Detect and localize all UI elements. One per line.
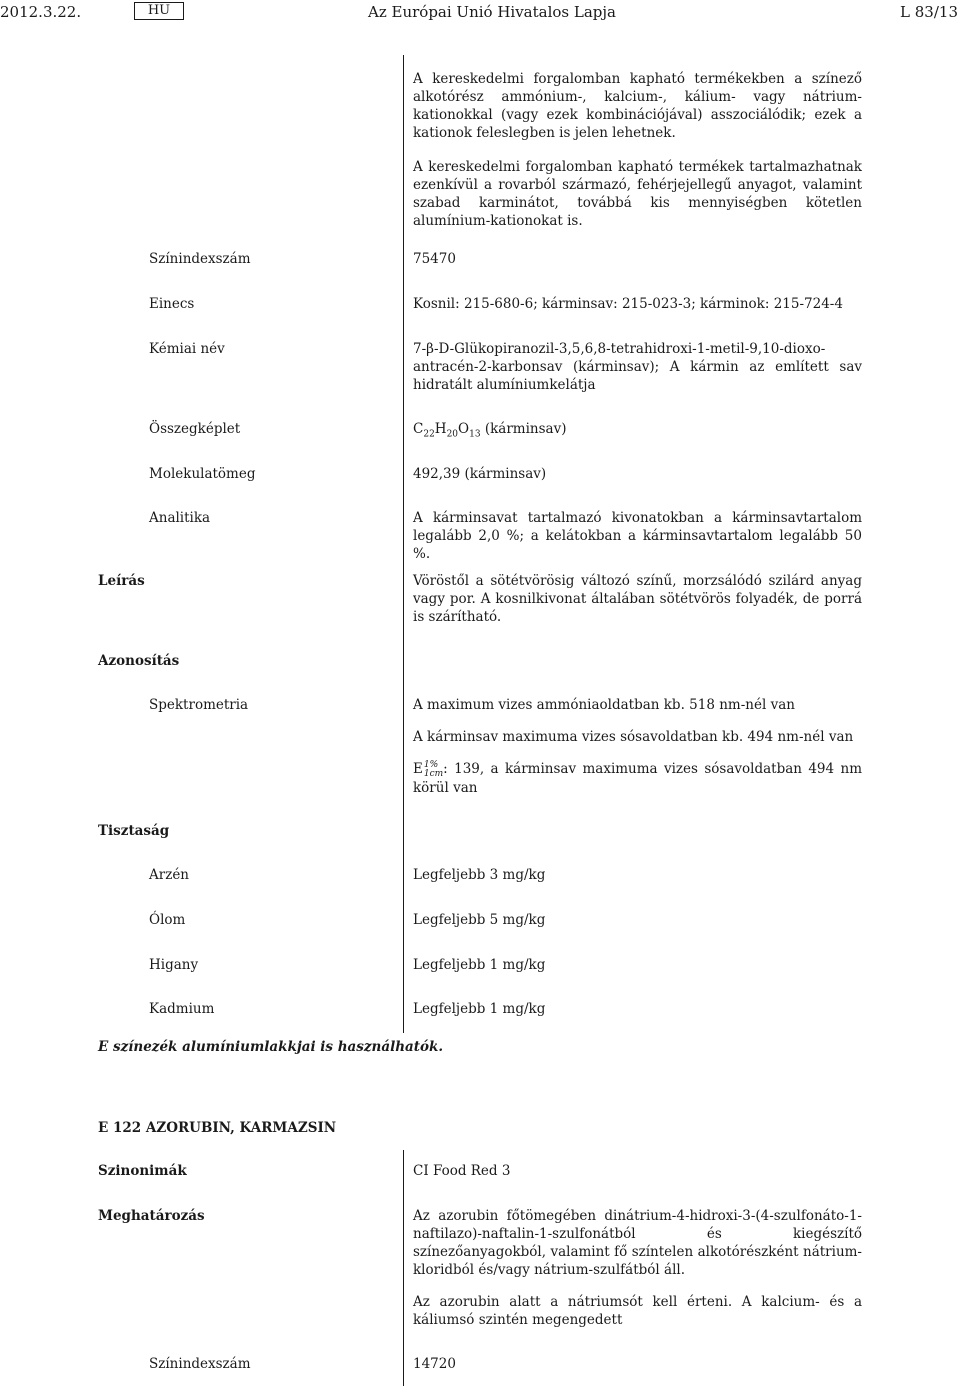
lead-value: Legfeljebb 5 mg/kg <box>413 912 546 928</box>
analysis-value: A kárminsavat tartalmazó kivonatokban a kárminsavtartalom legalább 2,0 %; a kelátokban a kárminsavtartalom legalább 50 %. <box>413 510 862 562</box>
mercury-label: Higany <box>149 957 199 973</box>
formula-value: $C_{22}H_{20}O_{13}$ (kárminsav) <box>413 421 567 440</box>
column-divider <box>403 55 404 1033</box>
journal-title: Az Európai Unió Hivatalos Lapja <box>368 3 616 21</box>
formula-label: Összegképlet <box>149 421 241 437</box>
arsenic-label: Arzén <box>149 867 189 883</box>
einecs-value: Kosnil: 215-680-6; kárminsav: 215-023-3; kárminok: 215-724-4 <box>413 296 843 312</box>
page-number: L 83/13 <box>900 3 958 21</box>
description-label: Leírás <box>98 573 145 589</box>
column-divider-e122 <box>403 1150 404 1386</box>
lead-label: Ólom <box>149 912 186 928</box>
e122-color-index-value: 14720 <box>413 1356 456 1372</box>
e122-heading: E 122 AZORUBIN, KARMAZSIN <box>98 1120 337 1136</box>
einecs-label: Einecs <box>149 296 195 312</box>
chemical-name-value: 7-β-D-Glükopiranozil-3,5,6,8-tetrahidroxi-1-metil-9,10-dioxo-antracén-2-karbonsav (kárminsav); A kármin az említett sav hidratált alumíniumkelátja <box>413 341 862 393</box>
purity-label: Tisztaság <box>98 823 170 839</box>
color-index-value: 75470 <box>413 251 456 267</box>
cadmium-value: Legfeljebb 1 mg/kg <box>413 1001 546 1017</box>
synonyms-value: CI Food Red 3 <box>413 1163 511 1179</box>
definition-paragraph-2: Az azorubin alatt a nátriumsót kell érteni. A kalcium- és a káliumsó szintén megengedett <box>413 1294 862 1328</box>
chemical-name-label: Kémiai név <box>149 341 225 357</box>
definition-label: Meghatározás <box>98 1208 205 1224</box>
analysis-label: Analitika <box>149 510 211 526</box>
molecular-weight-label: Molekulatömeg <box>149 466 256 482</box>
description-value: Vöröstől a sötétvörösig változó színű, morzsálódó szilárd anyag vagy por. A kosnilkivonat általában sötétvörös folyadék, de porrá is szárítható. <box>413 573 862 625</box>
intro-paragraph-1: A kereskedelmi forgalomban kapható termékekben a színező alkotórész ammónium-, kalcium-, kálium- vagy nátrium-kationokkal (vagy ezek kombinációjával) asszociálódik; ezek a kationok feleslegben is jelen lehetnek. <box>413 71 862 141</box>
arsenic-value: Legfeljebb 3 mg/kg <box>413 867 546 883</box>
spectrometry-value-3: E1% 1cm: 139, a kárminsav maximuma vizes sósavoldatban 494 nm körül van <box>413 759 862 796</box>
cadmium-label: Kadmium <box>149 1001 215 1017</box>
aluminium-lakes-note: E színezék alumíniumlakkjai is használhatók. <box>98 1039 444 1055</box>
absorbance-notation: 1% 1cm <box>423 759 444 779</box>
spectrometry-label: Spektrometria <box>149 697 249 713</box>
mercury-value: Legfeljebb 1 mg/kg <box>413 957 546 973</box>
language-badge: HU <box>134 2 184 20</box>
synonyms-label: Szinonimák <box>98 1163 187 1179</box>
spectrometry-value-2: A kárminsav maximuma vizes sósavoldatban kb. 494 nm-nél van <box>413 729 854 745</box>
definition-paragraph-1: Az azorubin főtömegében dinátrium-4-hidroxi-3-(4-szulfonáto-1-naftilazo)-naftalin-1-szulfonátból és kiegészítő színezőanyagokból, valamint fő színtelen alkotórészként nátrium-kloridból és/vagy nátrium-szulfátból áll. <box>413 1208 862 1278</box>
spectrometry-value-1: A maximum vizes ammóniaoldatban kb. 518 nm-nél van <box>413 697 795 713</box>
e122-color-index-label: Színindexszám <box>149 1356 251 1372</box>
header-date: 2012.3.22. <box>0 3 82 21</box>
color-index-label: Színindexszám <box>149 251 251 267</box>
intro-paragraph-2: A kereskedelmi forgalomban kapható termékek tartalmazhatnak ezenkívül a rovarból származó, fehérjejellegű anyagot, valamint szabad karminátot, továbbá kis mennyiségben kötetlen alumínium-kationokat is. <box>413 159 862 229</box>
identification-label: Azonosítás <box>98 653 180 669</box>
molecular-weight-value: 492,39 (kárminsav) <box>413 466 547 482</box>
